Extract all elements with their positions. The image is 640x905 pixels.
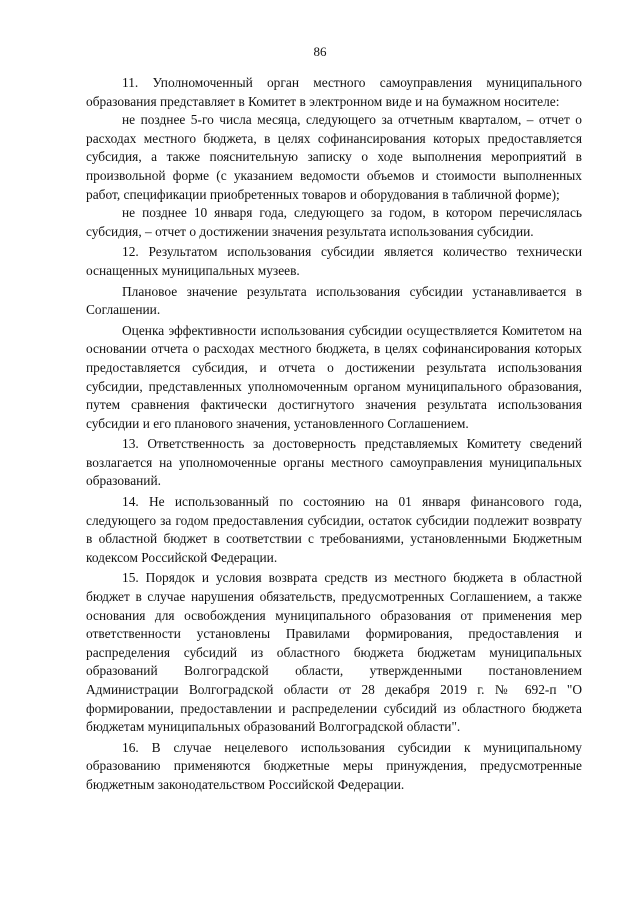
paragraph-16: 16. В случае нецелевого использования субсидии к муниципальному образованию применяются бюджетные меры принуждения, предусмотренные бюджетным законодательством Российской Федерации. xyxy=(86,739,582,792)
document-body xyxy=(86,74,582,795)
paragraph-14: 14. Не использованный по состоянию на 01 января финансового года, следующего за годом предоставления субсидии, остаток субсидии подлежит возврату в областной бюджет в соответствии с требованиями, установленными Бюджетным кодексом Российской Федерации. xyxy=(86,494,582,565)
paragraph-12: 12. Результатом использования субсидии является количество технически оснащенных муниципальных музеев. xyxy=(86,244,582,278)
paragraph-13: 13. Ответственность за достоверность представляемых Комитету сведений возлагается на уполномоченные органы местного самоуправления муниципальных образований. xyxy=(86,436,582,489)
paragraph-11: 11. Уполномоченный орган местного самоуправления муниципального образования представляет в Комитет в электронном виде и на бумажном носителе: xyxy=(86,75,582,109)
paragraph-12-plan-value: Плановое значение результата использования субсидии устанавливается в Соглашении. xyxy=(86,283,582,318)
paragraph-11-deadline-quarterly: не позднее 5-го числа месяца, следующего за отчетным кварталом, – отчет о расходах местного бюджета, в целях софинансирования которых предоставляется субсидия, а также пояснительную записку о ходе выполнения мероприятий в произвольной форме (с указанием ведомости объемов и стоимости выполненных работ, спецификации приобретенных товаров и оборудования в табличной форме); xyxy=(86,112,582,202)
paragraph-11-deadline-annual: не позднее 10 января года, следующего за годом, в котором перечислялась субсидия, – отчет о достижении значения результата использования субсидии. xyxy=(86,205,582,239)
paragraph-12-efficiency: Оценка эффективности использования субсидии осуществляется Комитетом на основании отчета о расходах местного бюджета, в целях софинансирования которых предоставляется субсидия, и отчета о достижении результата использования субсидии, представленных уполномоченным органом муниципального образования, путем сравнения фактически достигнутого значения результата использования субсидии и его планового значения, установленного Соглашением. xyxy=(86,322,582,431)
page-number: 86 xyxy=(313,44,327,59)
paragraph-15: 15. Порядок и условия возврата средств из местного бюджета в областной бюджет в случае нарушения обязательств, предусмотренных Соглашением, а также основания для освобождения муниципального образования от применения мер ответственности установлены Правилами формирования, предоставления и распределения субсидий из областного бюджета бюджетам муниципальных образований Волгоградской области, утвержденными постановлением Администрации Волгоградской области от 28 декабря 2019 г. № 692-п "О формировании, предоставлении и распределении субсидий из областного бюджета бюджетам муниципальных образований Волгоградской области". xyxy=(86,570,582,735)
